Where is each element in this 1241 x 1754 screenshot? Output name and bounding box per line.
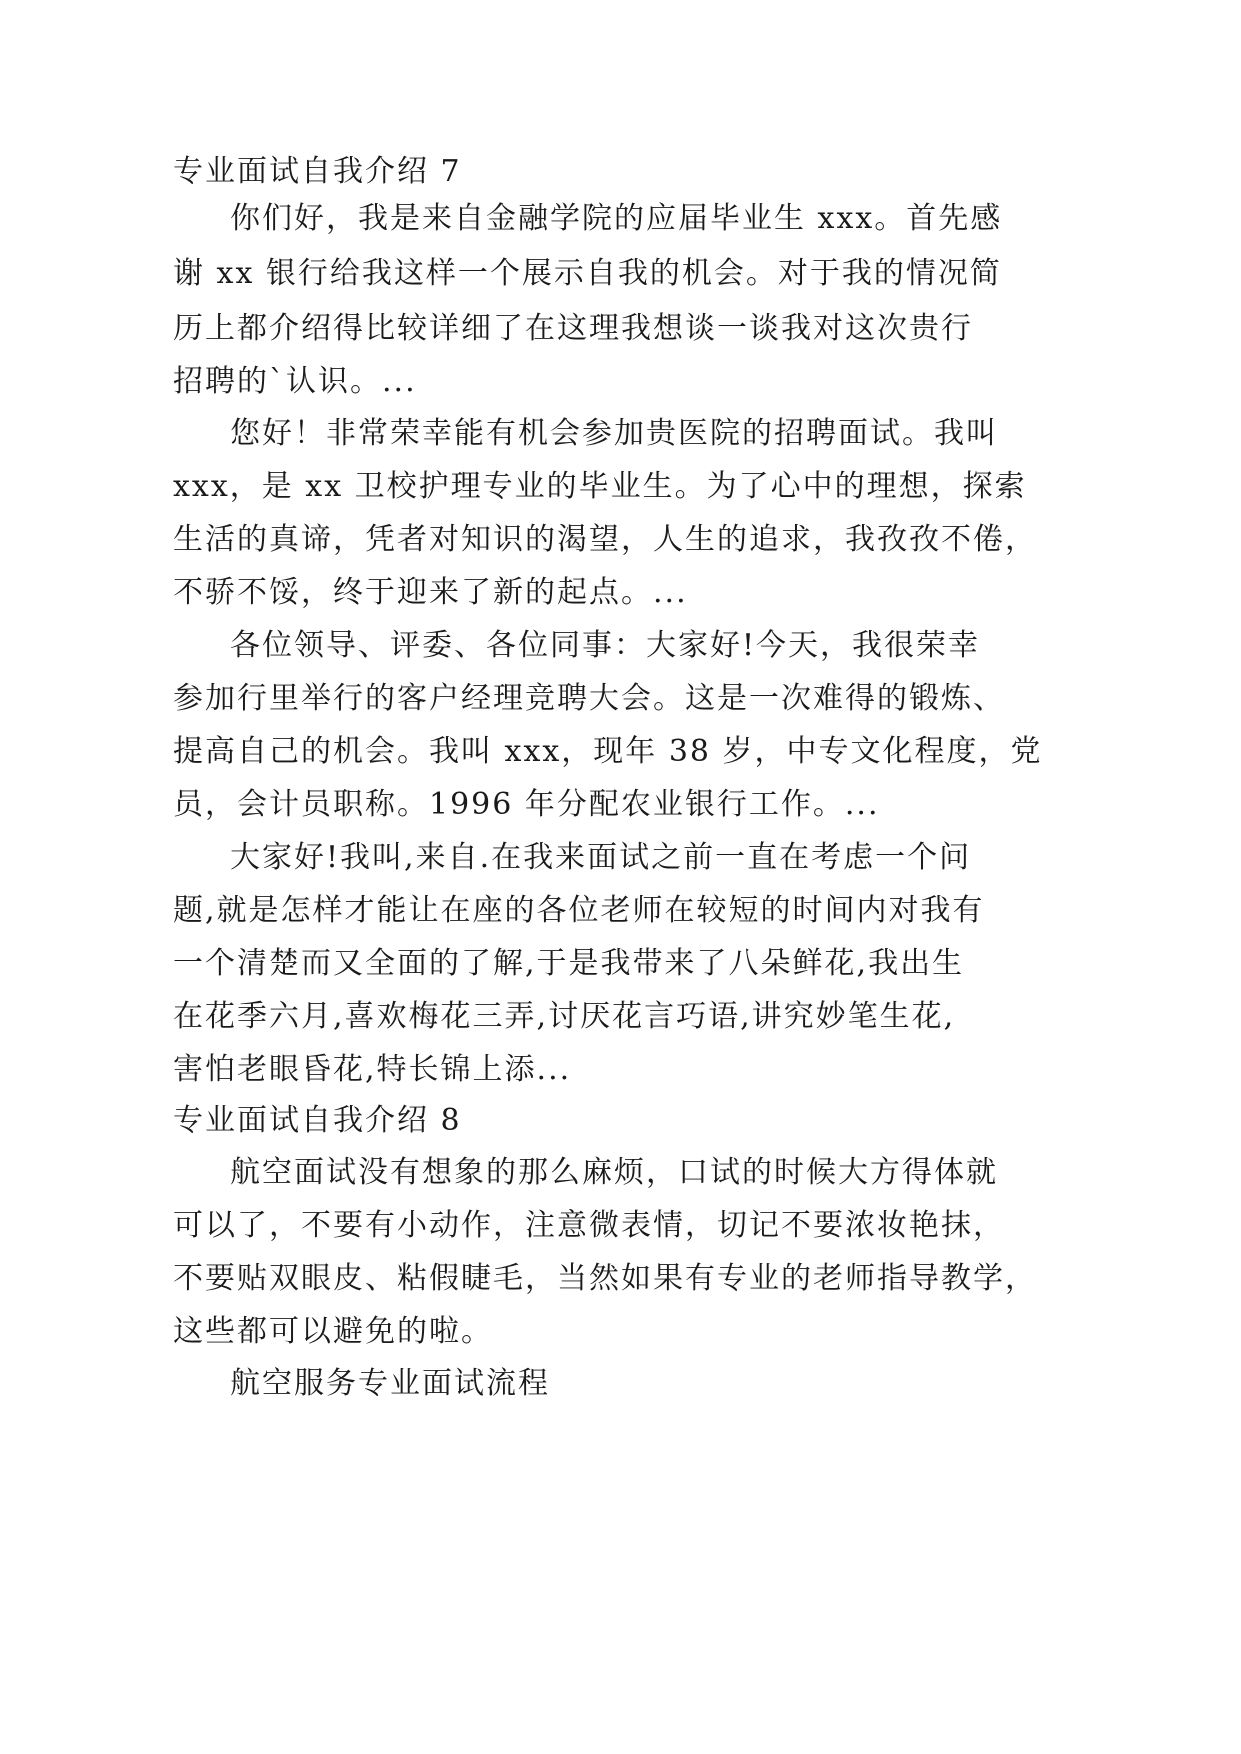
paragraph-line: 生活的真谛，凭者对知识的渴望，人生的追求，我孜孜不倦， <box>173 522 1037 557</box>
paragraph-line: 历上都介绍得比较详细了在这理我想谈一谈我对这次贵行 <box>173 311 973 346</box>
paragraph-line: 招聘的`认识。... <box>173 364 417 399</box>
paragraph-line: 这些都可以避免的啦。 <box>173 1314 493 1349</box>
paragraph-line: xxx，是 xx 卫校护理专业的毕业生。为了心中的理想，探索 <box>173 469 1027 504</box>
paragraph-line: 你们好，我是来自金融学院的应届毕业生 xxx。首先感 <box>230 201 1003 236</box>
paragraph-line: 不要贴双眼皮、粘假睫毛，当然如果有专业的老师指导教学， <box>173 1261 1037 1296</box>
paragraph-line: 一个清楚而又全面的了解,于是我带来了八朵鲜花,我出生 <box>173 946 965 981</box>
paragraph-line: 大家好!我叫,来自.在我来面试之前一直在考虑一个问 <box>230 840 972 875</box>
paragraph-line: 不骄不馁，终于迎来了新的起点。... <box>173 575 688 610</box>
paragraph-line: 在花季六月,喜欢梅花三弄,讨厌花言巧语,讲究妙笔生花, <box>173 999 956 1034</box>
paragraph-line: 题,就是怎样才能让在座的各位老师在较短的时间内对我有 <box>173 893 985 928</box>
paragraph-line: 谢 xx 银行给我这样一个展示自我的机会。对于我的情况简 <box>173 256 1002 291</box>
paragraph-line: 各位领导、评委、各位同事：大家好!今天，我很荣幸 <box>230 628 981 663</box>
paragraph-line: 航空服务专业面试流程 <box>230 1366 550 1401</box>
paragraph-line: 员，会计员职称。1996 年分配农业银行工作。... <box>173 787 880 822</box>
section-heading-8: 专业面试自我介绍 8 <box>173 1103 462 1138</box>
paragraph-line: 参加行里举行的客户经理竞聘大会。这是一次难得的锻炼、 <box>173 681 1005 716</box>
paragraph-line: 可以了，不要有小动作，注意微表情，切记不要浓妆艳抹， <box>173 1208 1005 1243</box>
paragraph-line: 您好！非常荣幸能有机会参加贵医院的招聘面试。我叫 <box>230 416 998 451</box>
section-heading-7: 专业面试自我介绍 7 <box>173 154 462 189</box>
paragraph-line: 害怕老眼昏花,特长锦上添... <box>173 1052 572 1087</box>
paragraph-line: 提高自己的机会。我叫 xxx，现年 38 岁，中专文化程度，党 <box>173 734 1043 769</box>
paragraph-line: 航空面试没有想象的那么麻烦，口试的时候大方得体就 <box>230 1155 998 1190</box>
